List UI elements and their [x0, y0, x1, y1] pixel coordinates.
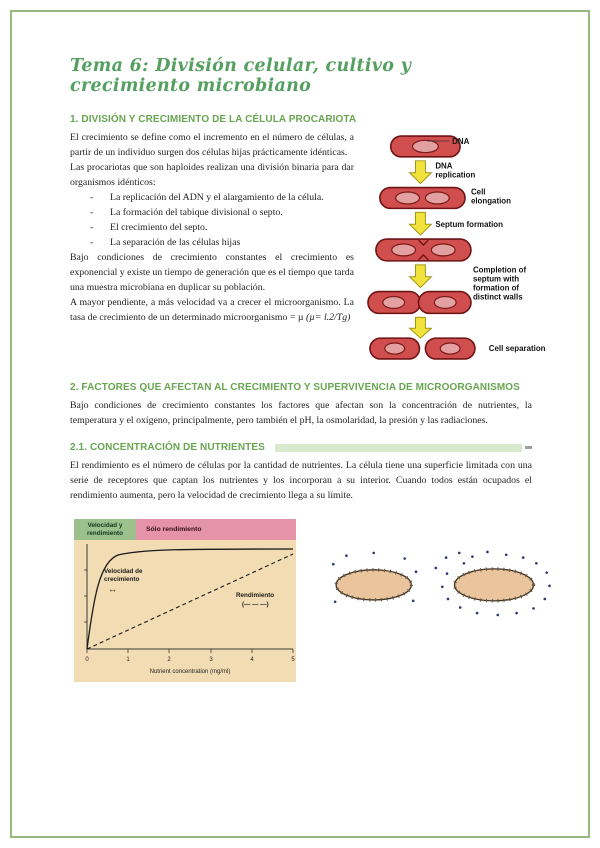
septum-formation-label: Septum formation: [435, 220, 503, 230]
list-item-text: La replicación del ADN y el alargamiento de la célula.: [110, 192, 324, 203]
list-item: [70, 235, 532, 250]
x-tick-label: 0: [85, 657, 89, 663]
list-item: [70, 205, 532, 220]
dna-label: DNA: [452, 136, 470, 146]
x-axis-label: Nutrient concentration (mg/ml): [149, 669, 231, 675]
bacterium-cell-few-nutrients: [336, 570, 411, 600]
section-division-crecimiento: [70, 114, 546, 366]
cell-receptors-illustration: [322, 549, 557, 622]
growth-rate-text: A mayor pendiente, a más velocidad va a crecer el microorganismo. La tasa de crecimiento de un determinado microorganismo = µ: [70, 297, 354, 323]
paragraph-exponential-growth: Bajo condiciones de crecimiento constantes el crecimiento es exponencial y existe un tiempo de generación que es el tiempo que tarda una muestra microbiana en duplicar su población.: [70, 252, 355, 293]
x-tick-label: 1: [126, 657, 130, 663]
double-arrow-icon: ↔: [108, 584, 117, 594]
cell-receptors-svg: [322, 549, 557, 617]
dna-replication-label: replication: [435, 170, 476, 180]
paragraph-binary-division: Las procariotas que son haploides realizan una división binaria para dar organismos idénticos:: [70, 162, 354, 188]
dash-marker: -: [90, 207, 94, 218]
zone-velocidad-rendimiento: Velocidad y rendimiento: [74, 519, 136, 540]
highlight-end-mark: [525, 446, 532, 449]
cell-separation-label: Cell separation: [488, 344, 546, 353]
zone-solo-rendimiento: Sólo rendimiento: [136, 519, 296, 540]
x-tick-label: 4: [250, 657, 254, 663]
paragraph-rendimiento: El rendimiento es el número de células por la cantidad de nutrientes. La célula tiene una superficie limitada con una serie de receptores que captan los nutrientes y los incorporan a su interior. Cuando todos están ocupados el rendimiento aumenta, pero la velocidad de crecimiento llega a su límite.: [70, 460, 532, 501]
list-item: [70, 190, 532, 205]
dna-replication-label: DNA: [435, 161, 453, 171]
growth-rate-curve-label: Velocidad de: [104, 568, 143, 575]
growth-rate-curve-label: crecimiento: [104, 576, 140, 583]
dashed-line-legend: (— — —): [242, 601, 269, 608]
completion-label: septum with: [472, 274, 520, 284]
completion-label: distinct walls: [472, 292, 523, 302]
cell-elongation-label: elongation: [470, 196, 511, 206]
list-item-text: La formación del tabique divisional o septo.: [110, 207, 283, 218]
list-item-text: El crecimiento del septo.: [110, 222, 208, 233]
cell-elongation-label: Cell: [470, 187, 486, 197]
section-factores: [70, 382, 532, 428]
page-title: Tema 6: División celular, cultivo y crecimiento microbiano: [70, 56, 412, 96]
list-item: [70, 220, 532, 235]
growth-rate-formula: (µ= l.2/Tg): [305, 312, 351, 323]
subsection-heading-row: [70, 442, 532, 453]
bacterium-stage-4: [368, 292, 471, 314]
yield-label: Rendimiento: [236, 592, 275, 599]
chart-header: [74, 519, 296, 540]
bottom-figures-row: [70, 519, 532, 687]
section1-heading: 1. DIVISIÓN Y CRECIMIENTO DE LA CÉLULA PROCARIOTA: [70, 114, 357, 125]
section21-heading: 2.1. CONCENTRACIÓN DE NUTRIENTES: [70, 442, 265, 453]
plot-background: [74, 540, 296, 682]
section-concentracion-nutrientes: [70, 442, 532, 503]
paragraph-growth-definition: El crecimiento se define como el incremento en el número de células, a partir de un individuo surgen dos células hijas prácticamente idénticas.: [70, 132, 354, 158]
completion-label: formation of: [472, 283, 520, 293]
down-arrow-icon: [410, 317, 432, 338]
down-arrow-icon: [410, 161, 432, 184]
down-arrow-icon: [410, 265, 432, 288]
dash-marker: -: [90, 237, 94, 248]
paragraph-factores: Bajo condiciones de crecimiento constantes los factores que afectan son la concentración de nutrientes, la temperatura y el oxígeno, principalmente, pero también el pH, la osmolaridad, la presión y las radiaciones.: [70, 400, 532, 426]
bacterium-cell-many-nutrients: [455, 569, 534, 601]
completion-label: Completion of: [472, 265, 527, 275]
green-highlight-bar: [275, 444, 522, 452]
bacterium-stage-5: [370, 338, 475, 359]
division-steps-list: [70, 190, 532, 250]
x-tick-label: 5: [291, 657, 295, 663]
dash-marker: -: [90, 222, 94, 233]
document-page: [70, 56, 546, 687]
list-item-text: La separación de las células hijas: [110, 237, 241, 248]
section2-heading: 2. FACTORES QUE AFECTAN AL CRECIMIENTO Y SUPERVIVENCIA DE MICROORGANISMOS: [70, 382, 520, 393]
bacterium-stage-1: [391, 136, 460, 157]
x-tick-label: 3: [209, 657, 213, 663]
nutrient-concentration-chart: [74, 519, 296, 687]
chart-plot-svg: [74, 540, 296, 682]
dash-marker: -: [90, 192, 94, 203]
x-tick-label: 2: [167, 657, 171, 663]
